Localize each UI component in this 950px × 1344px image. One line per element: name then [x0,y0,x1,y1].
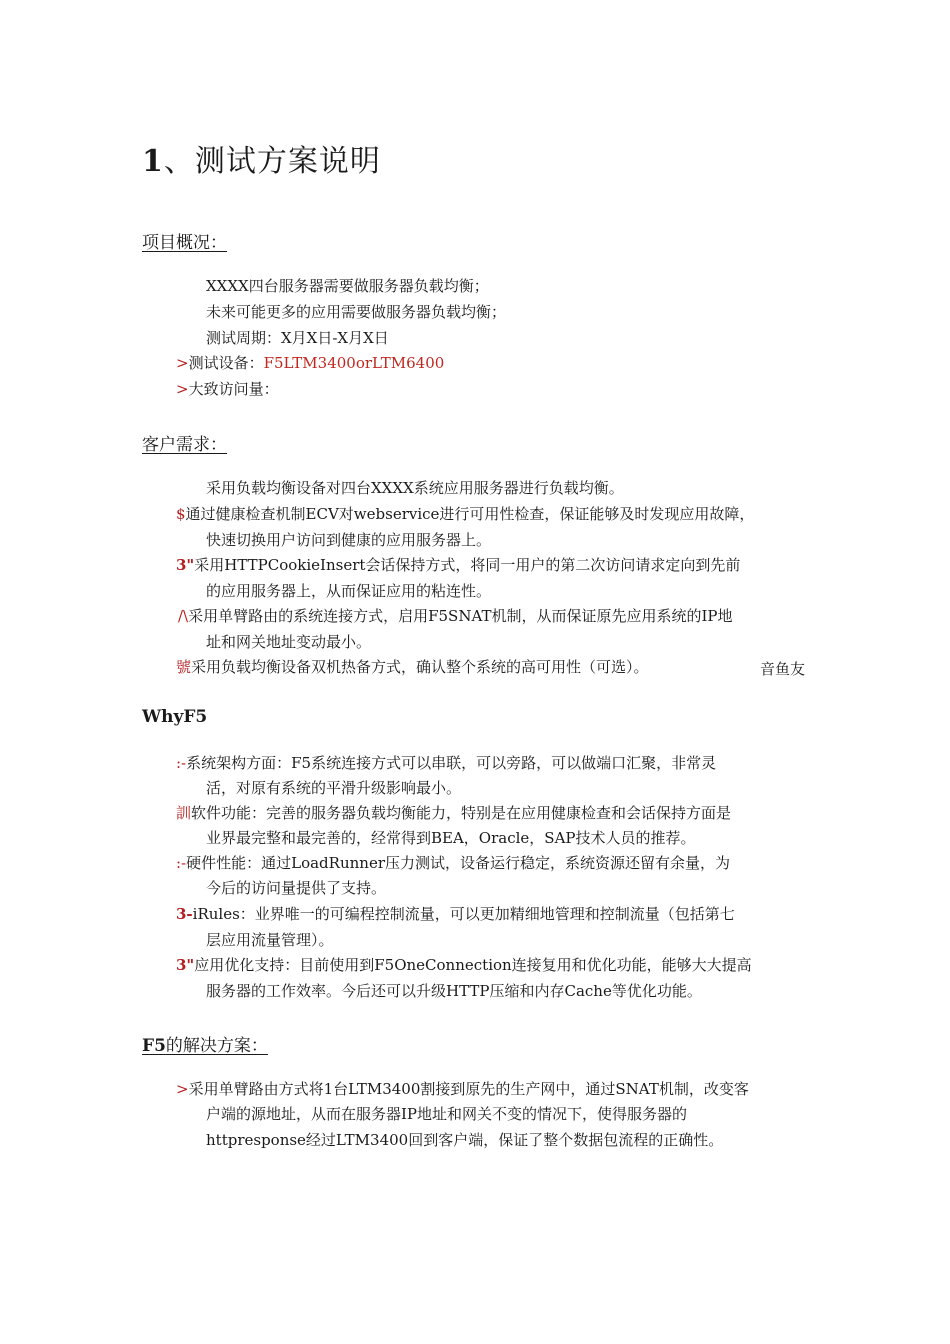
whyf5-text-cont: 今后的访问量提供了支持。 [206,879,387,897]
bullet-marker: /\ [178,607,189,625]
solution-heading-bold: F5 [142,1036,166,1056]
bullet-marker: $ [176,505,186,523]
overview-line: XXXX四台服务器需要做服务器负载均衡； [206,277,489,295]
bullet-marker: 號 [176,658,192,676]
overview-line: 测试周期：X月X日-X月X日 [206,329,389,347]
page-title [142,136,381,180]
title-number: 1 [142,144,164,179]
whyf5-text: 系统架构方面：F5系统连接方式可以串联，可以旁路，可以做端口汇聚，非常灵 [186,754,717,772]
solution-item [176,1079,749,1099]
whyf5-heading: WhyF5 [142,707,208,727]
whyf5-item [176,904,735,924]
bullet-marker: > [176,1080,189,1098]
requirement-text: 通过健康检查机制ECV对webservice进行可用性检查，保证能够及时发现应用故障， [185,505,755,523]
test-device-label: 测试设备： [188,354,264,372]
bullet-marker: :- [176,754,187,772]
bullet-marker: 訓 [176,804,192,822]
stray-text: 音鱼友 [760,660,806,678]
whyf5-item [176,853,730,873]
test-device-line [176,353,444,373]
whyf5-item [176,955,752,975]
requirements-intro: 采用负载均衡设备对四台XXXX系统应用服务器进行负载均衡。 [206,479,624,497]
bullet-marker: 3" [176,956,195,974]
overview-heading: 项目概况： [142,233,227,253]
solution-heading-rest: 的解决方案： [165,1036,268,1056]
title-text: 、测试方案说明 [163,144,381,179]
whyf5-text: 应用优化支持：目前使用到F5OneConnection连接复用和优化功能，能够大大提高 [194,956,752,974]
requirement-text: 采用负载均衡设备双机热备方式，确认整个系统的高可用性（可选）。 [191,658,649,676]
bullet-marker: :- [176,854,187,872]
whyf5-text-cont: 活，对原有系统的平滑升级影响最小。 [206,779,462,797]
bullet-marker: 3- [176,905,193,923]
requirements-heading: 客户需求： [142,435,227,455]
bullet-marker: > [176,354,189,372]
whyf5-text-cont: 层应用流量管理）。 [206,931,334,949]
traffic-line [176,379,279,399]
requirement-item [176,504,754,524]
whyf5-text: iRules：业界唯一的可编程控制流量，可以更加精细地管理和控制流量（包括第七 [192,905,735,923]
solution-text: 采用单臂路由方式将1台LTM3400割接到原先的生产网中，通过SNAT机制，改变客 [188,1080,749,1098]
whyf5-text: 硬件性能：通过LoadRunner压力测试，设备运行稳定，系统资源还留有余量，为 [186,854,730,872]
requirement-item [176,555,740,575]
requirement-item [178,606,733,626]
whyf5-text-cont: 业界最完整和最完善的，经常得到BEA，Oracle，SAP技术人员的推荐。 [206,829,696,847]
solution-text-cont: httpresponse经过LTM3400回到客户端，保证了整个数据包流程的正确性。 [206,1131,724,1149]
whyf5-text-cont: 服务器的工作效率。今后还可以升级HTTP压缩和内存Cache等优化功能。 [206,982,702,1000]
requirement-text-cont: 址和网关地址变动最小。 [206,633,372,651]
solution-text-cont: 户端的源地址，从而在服务器IP地址和网关不变的情况下，使得服务器的 [206,1105,688,1123]
traffic-label: 大致访问量： [188,380,279,398]
solution-heading [142,1031,268,1056]
overview-line: 未来可能更多的应用需要做服务器负载均衡； [206,303,507,321]
requirement-item [176,657,649,677]
requirement-text: 采用单臂路由的系统连接方式，启用F5SNAT机制，从而保证原先应用系统的IP地 [188,607,733,625]
whyf5-item [176,803,731,823]
whyf5-text: 软件功能：完善的服务器负载均衡能力，特别是在应用健康检查和会话保持方面是 [191,804,732,822]
requirement-text-cont: 的应用服务器上，从而保证应用的粘连性。 [206,582,492,600]
whyf5-item [176,753,716,773]
test-device-value: F5LTM3400orLTM6400 [263,354,445,372]
requirement-text: 采用HTTPCookieInsert会话保持方式，将同一用户的第二次访问请求定向到先前 [194,556,741,574]
bullet-marker: 3" [176,556,195,574]
bullet-marker: > [176,380,189,398]
requirement-text-cont: 快速切换用户访问到健康的应用服务器上。 [206,531,492,549]
